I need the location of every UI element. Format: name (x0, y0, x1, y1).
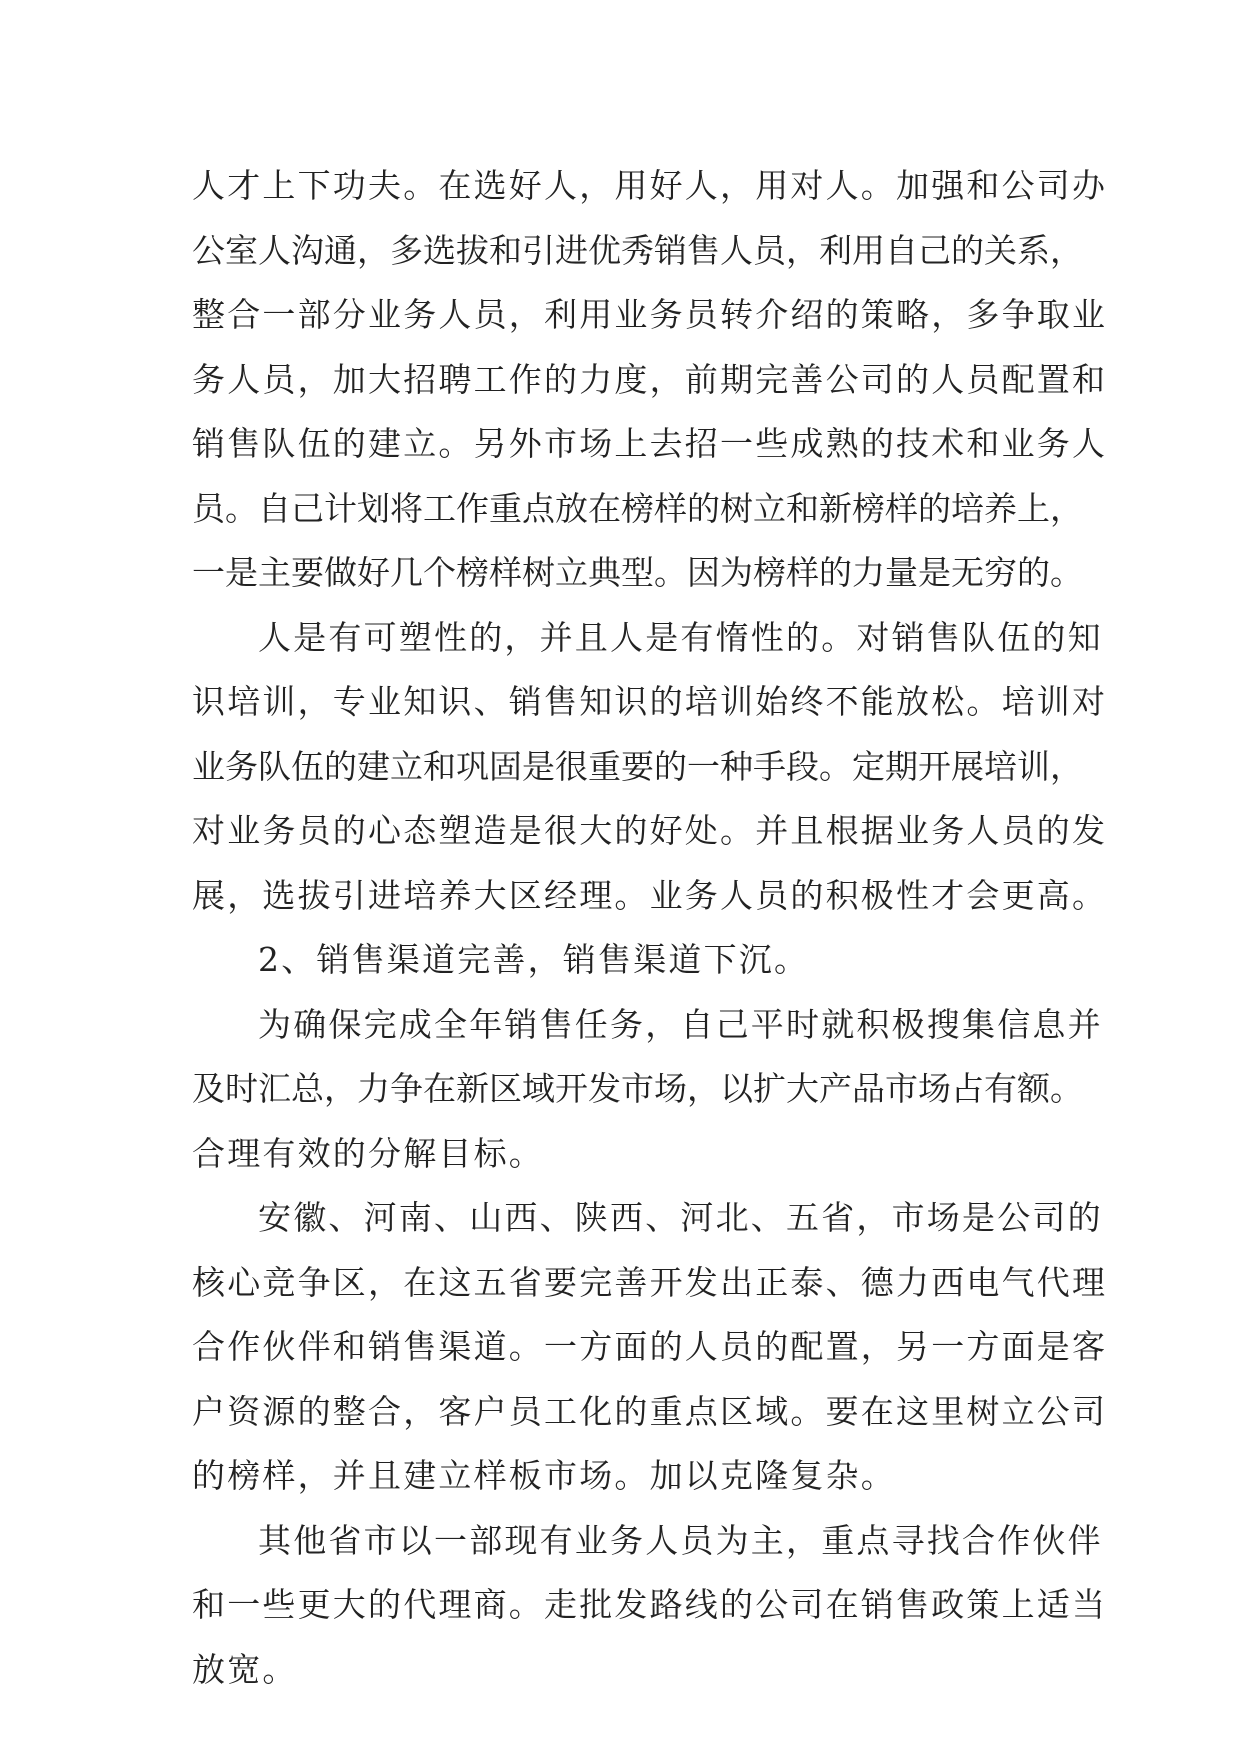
text-line: 合理有效的分解目标。 (192, 1133, 544, 1173)
text-line: 展，选拔引进培养大区经理。业务人员的积极性才会更高。 (192, 875, 1108, 915)
text-line: 业务队伍的建立和巩固是很重要的一种手段。定期开展培训， (192, 746, 1083, 786)
text-line: 识培训，专业知识、销售知识的培训始终不能放松。培训对 (192, 682, 1108, 721)
text-line: 其他省市以一部现有业务人员为主，重点寻找合作伙伴 (258, 1520, 1103, 1560)
paragraph (192, 606, 1108, 929)
text-line: 整合一部分业务人员，利用业务员转介绍的策略，多争取业 (192, 295, 1108, 334)
text-line: 的榜样，并且建立样板市场。加以克隆复杂。 (192, 1456, 896, 1495)
paragraph (192, 1509, 1108, 1703)
section-heading (192, 928, 1052, 993)
text-line: 员。自己计划将工作重点放在榜样的树立和新榜样的培养上， (192, 488, 1083, 528)
text-line: 户资源的整合，客户员工化的重点区域。要在这里树立公司 (192, 1391, 1108, 1431)
text-line: 人是有可塑性的，并且人是有惰性的。对销售队伍的知 (258, 617, 1103, 657)
text-line: 核心竞争区，在这五省要完善开发出正泰、德力西电气代理 (192, 1262, 1108, 1302)
text-line: 安徽、河南、山西、陕西、河北、五省，市场是公司的 (258, 1198, 1103, 1237)
text-line: 务人员，加大招聘工作的力度，前期完善公司的人员配置和 (192, 359, 1108, 399)
text-line: 销售队伍的建立。另外市场上去招一些成熟的技术和业务人 (192, 424, 1108, 463)
text-line: 人才上下功夫。在选好人，用好人，用对人。加强和公司办 (192, 166, 1108, 205)
text-line: 放宽。 (192, 1649, 298, 1689)
text-line: 合作伙伴和销售渠道。一方面的人员的配置，另一方面是客 (192, 1327, 1108, 1366)
text-line: 一是主要做好几个榜样树立典型。因为榜样的力量是无穷的。 (192, 553, 1083, 592)
text-line: 对业务员的心态塑造是很大的好处。并且根据业务人员的发 (192, 811, 1108, 850)
text-line: 和一些更大的代理商。走批发路线的公司在销售政策上适当 (192, 1585, 1108, 1624)
text-line: 及时汇总，力争在新区域开发市场，以扩大产品市场占有额。 (192, 1069, 1083, 1108)
heading-line: 2、销售渠道完善，销售渠道下沉。 (258, 940, 810, 979)
paragraph (192, 1186, 1108, 1509)
paragraph (192, 993, 1103, 1187)
document-page (192, 154, 1108, 1702)
text-line: 为确保完成全年销售任务，自己平时就积极搜集信息并 (258, 1004, 1103, 1044)
paragraph (192, 154, 1108, 606)
text-line: 公室人沟通，多选拔和引进优秀销售人员，利用自己的关系， (192, 230, 1083, 270)
